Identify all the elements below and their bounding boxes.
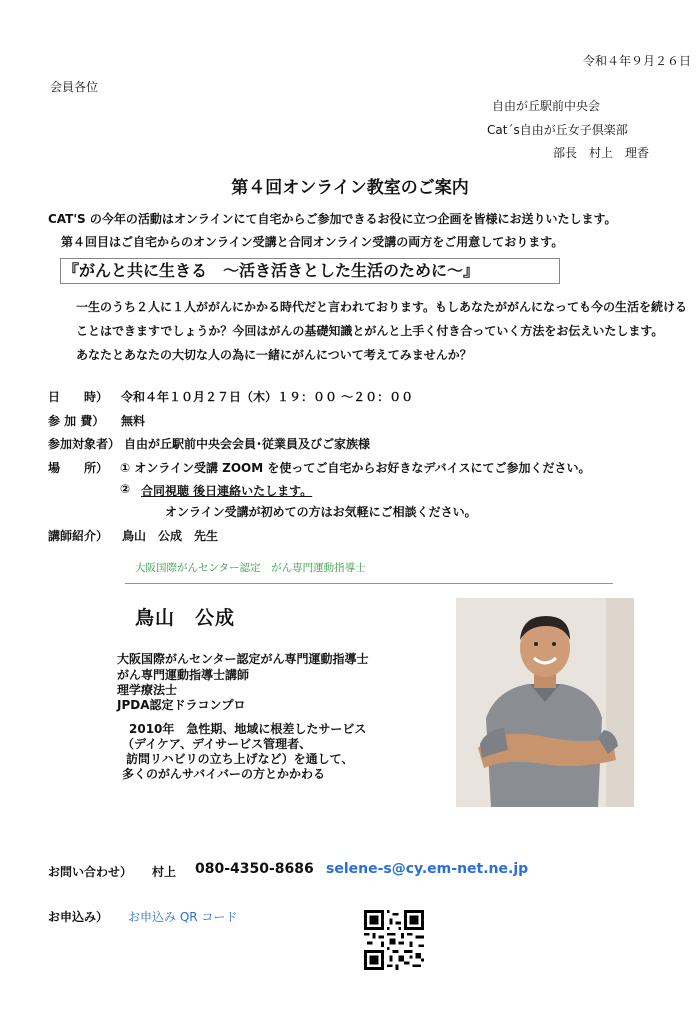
contact-email-link[interactable]: selene-s@cy.em-net.ne.jp [326, 861, 529, 877]
fee-value: 無料 [121, 414, 146, 428]
body-line-3: あなたとあなたの大切な人の為に一緒にがんについて考えてみませんか？ [76, 348, 472, 362]
apply-label: お申込み） [48, 910, 109, 924]
target-value: 自由が丘駅前中央会会員･従業員及びご家族様 [124, 437, 371, 451]
speaker-career: 多くのがんサバイバーの方とかかわる [122, 767, 326, 781]
speaker-qualification: 理学療法士 [117, 683, 178, 697]
place-option-1: ① オンライン受講 ZOOM を使ってご自宅からお好きなデバイスにてご参加ください。 [120, 461, 591, 475]
contact-name: 村上 [152, 865, 177, 879]
intro-line-1: CAT'S の今年の活動はオンラインにて自宅からご参加できるお役に立つ企画を皆様にお送りいたします。 [48, 212, 617, 226]
speaker-photo-illustration [456, 598, 634, 807]
document-date: 令和４年９月２６日 [583, 54, 692, 68]
speaker-career: （デイケア、デイサービス管理者、 [122, 737, 312, 751]
page-title: 第４回オンライン教室のご案内 [231, 178, 469, 198]
intro-line-2: 第４回目はご自宅からのオンライン受講と合同オンライン受講の両方をご用意しております。 [61, 235, 564, 249]
datetime-label: 日 時） [48, 390, 109, 404]
speaker-career: 2010年 急性期、地域に根差したサービス [129, 722, 367, 736]
datetime-value: 令和４年１０月２７日（木）１９：００ ～２０：００ [121, 390, 414, 404]
speaker-photo [456, 598, 634, 807]
place-option-2: 合同視聴 後日連絡いたします。 [141, 484, 313, 498]
sender-organization: 自由が丘駅前中央会 [492, 99, 601, 113]
speaker-certification: 大阪国際がんセンター認定 がん専門運動指導士 [135, 562, 366, 574]
speaker-career: 訪問リハビリの立ち上げなど）を通して、 [126, 752, 354, 766]
speaker-qualification: がん専門運動指導士講師 [117, 668, 250, 682]
contact-phone[interactable]: 080-4350-8686 [195, 861, 314, 877]
body-line-1: 一生のうち２人に１人ががんにかかる時代だと言われております。もしあなたががんになっても今の生活を続ける [76, 300, 688, 314]
speaker-qualification: JPDA認定ドラコンプロ [117, 698, 246, 712]
fee-label: 参 加 費） [48, 414, 105, 428]
place-note: オンライン受講が初めての方はお気軽にご相談ください。 [165, 505, 477, 519]
sender-club: Cat´s自由が丘女子倶楽部 [487, 123, 628, 137]
speaker-name: 鳥山 公成 [135, 607, 236, 629]
target-label: 参加対象者） [48, 437, 121, 451]
qr-code-icon[interactable] [359, 910, 429, 970]
lecturer-value: 鳥山 公成 先生 [122, 529, 219, 543]
sender-person: 部長 村上 理香 [553, 146, 650, 160]
apply-qr-link[interactable]: お申込み QR コード [128, 910, 238, 924]
contact-label: お問い合わせ） [48, 865, 133, 879]
place-label: 場 所） [48, 461, 109, 475]
recipients: 会員各位 [50, 80, 99, 94]
body-line-2: ことはできますでしょうか？今回はがんの基礎知識とがんと上手く付き合っていく方法をお伝えいたします。 [76, 324, 664, 338]
place-option-2-number: ② [120, 482, 131, 496]
event-headline: 『がんと共に生きる ～活き活きとした生活のために～』 [60, 258, 560, 284]
lecturer-label: 講師紹介） [48, 529, 109, 543]
speaker-qualification: 大阪国際がんセンター認定がん専門運動指導士 [117, 652, 369, 666]
section-divider [125, 583, 613, 584]
